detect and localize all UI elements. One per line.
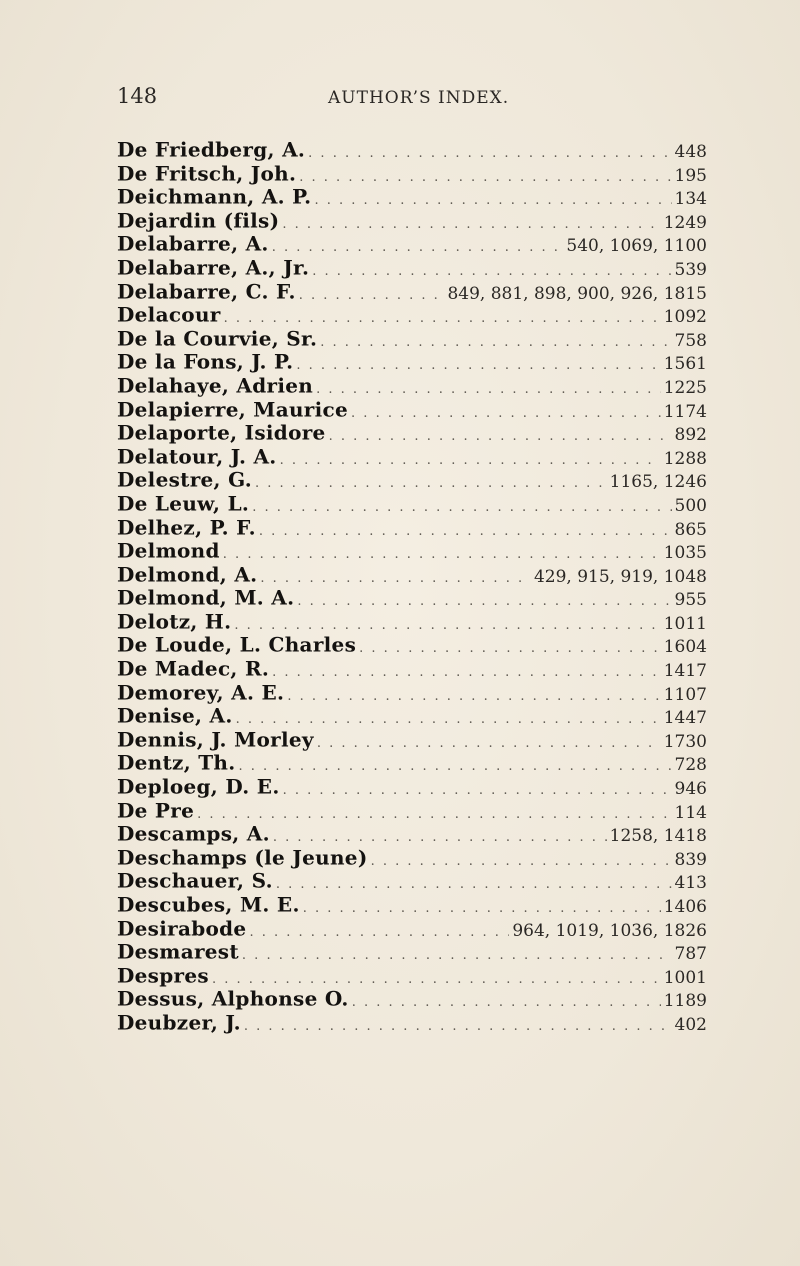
index-entry — [117, 940, 707, 964]
dot-leader — [280, 453, 661, 468]
author-name: De Pre — [117, 799, 195, 823]
index-entry — [117, 445, 707, 469]
page-references: 964, 1019, 1036, 1826 — [512, 920, 707, 941]
dot-leader — [359, 641, 661, 656]
author-name: Dentz, Th. — [117, 751, 236, 775]
author-name: Deubzer, J. — [117, 1011, 241, 1035]
dot-leader — [212, 972, 661, 987]
author-name: Denise, A. — [117, 704, 233, 728]
dot-leader — [303, 901, 661, 916]
index-entry — [117, 846, 707, 870]
page-references: 1107 — [663, 684, 707, 705]
author-name: Deschamps (le Jeune) — [117, 846, 368, 870]
dot-leader — [283, 783, 672, 798]
index-entry — [117, 539, 707, 563]
index-entry — [117, 516, 707, 540]
index-entry — [117, 799, 707, 823]
author-name: Demorey, A. E. — [117, 681, 285, 705]
index-entry — [117, 704, 707, 728]
page-references: 1035 — [663, 543, 707, 563]
index-entry — [117, 303, 707, 327]
page-references: 1011 — [663, 613, 707, 634]
author-name: Dennis, J. Morley — [117, 728, 314, 752]
page-references: 134 — [674, 189, 707, 209]
index-entry — [117, 610, 707, 634]
author-name: Delapierre, Maurice — [117, 398, 349, 422]
dot-leader — [239, 759, 672, 774]
dot-leader — [223, 547, 661, 562]
index-entry — [117, 822, 707, 846]
page-references: 865 — [674, 519, 707, 540]
index-entry — [117, 775, 707, 799]
author-name: Delacour — [117, 303, 221, 327]
index-entry — [117, 586, 707, 610]
index-entry — [117, 681, 707, 705]
index-entry — [117, 964, 707, 988]
author-name: Delotz, H. — [117, 610, 232, 634]
dot-leader — [242, 948, 672, 963]
dot-leader — [312, 264, 671, 279]
index-entry — [117, 398, 707, 422]
index-entry — [117, 633, 707, 657]
page-references: 540, 1069, 1100 — [566, 236, 707, 256]
index-entry — [117, 492, 707, 516]
dot-leader — [352, 995, 661, 1010]
author-name: De Leuw, L. — [117, 492, 250, 516]
author-name: Delmond — [117, 539, 220, 563]
dot-leader — [317, 736, 661, 751]
dot-leader — [273, 830, 607, 845]
page-references: 946 — [674, 779, 707, 799]
page-references: 787 — [674, 944, 707, 964]
dot-leader — [249, 925, 509, 940]
author-name: Delabarre, A., Jr. — [117, 256, 310, 280]
author-name: Deschauer, S. — [117, 869, 273, 893]
author-name: Delmond, M. A. — [117, 586, 295, 610]
index-entry — [117, 657, 707, 681]
page-references: 1730 — [663, 731, 707, 752]
author-name: Delhez, P. F. — [117, 515, 256, 540]
index-entry — [117, 917, 707, 941]
dot-leader — [272, 665, 661, 680]
dot-leader — [316, 382, 661, 397]
index-entry — [117, 421, 707, 445]
author-name: Deploeg, D. E. — [117, 775, 280, 799]
index-entry — [117, 468, 707, 492]
page-references: 413 — [674, 873, 707, 893]
author-name: Desirabode — [117, 917, 247, 941]
dot-leader — [236, 712, 661, 727]
page-references: 1092 — [663, 307, 707, 327]
page-references: 1001 — [663, 967, 707, 988]
page-references: 1604 — [663, 637, 707, 658]
page-references: 758 — [674, 330, 707, 351]
dot-leader — [299, 288, 445, 303]
author-name: Delaporte, Isidore — [117, 421, 326, 445]
page-references: 955 — [674, 590, 707, 610]
page-references: 195 — [674, 165, 707, 186]
dot-leader — [314, 193, 671, 208]
author-name: De la Fons, J. P. — [117, 350, 294, 374]
dot-leader — [297, 594, 671, 609]
page-references: 839 — [674, 849, 707, 870]
dot-leader — [351, 406, 661, 421]
running-title: AUTHOR’S INDEX. — [328, 88, 510, 108]
page-references: 1165, 1246 — [609, 472, 707, 492]
index-entry — [117, 162, 707, 186]
index-entry — [117, 1011, 707, 1035]
page-references: 892 — [674, 425, 707, 445]
page-references: 849, 881, 898, 900, 926, 1815 — [447, 283, 707, 304]
dot-leader — [282, 217, 660, 232]
page-references: 1406 — [663, 897, 707, 917]
author-name: De la Courvie, Sr. — [117, 327, 318, 351]
dot-leader — [252, 500, 671, 515]
page-references: 114 — [674, 802, 707, 823]
page-references: 1249 — [663, 212, 707, 233]
index-entry — [117, 280, 707, 304]
author-name: Descubes, M. E. — [117, 893, 300, 917]
dot-leader — [224, 311, 661, 326]
author-name: De Friedberg, A. — [117, 138, 306, 162]
index-entry — [117, 987, 707, 1011]
dot-leader — [244, 1019, 672, 1034]
index-entry — [117, 232, 707, 256]
page-references: 1417 — [663, 661, 707, 681]
author-index-list — [117, 138, 707, 1035]
dot-leader — [329, 429, 672, 444]
dot-leader — [272, 240, 564, 255]
dot-leader — [371, 854, 672, 869]
dot-leader — [276, 877, 672, 892]
page-references: 429, 915, 919, 1048 — [533, 566, 707, 587]
index-entry — [117, 563, 707, 587]
page-references: 448 — [674, 142, 707, 162]
dot-leader — [197, 807, 671, 822]
author-name: Deichmann, A. P. — [117, 185, 312, 209]
author-name: Delmond, A. — [117, 563, 258, 587]
index-entry — [117, 209, 707, 233]
author-name: Dessus, Alphonse O. — [117, 987, 349, 1011]
page-header — [117, 84, 713, 112]
dot-leader — [255, 476, 607, 491]
page-references: 728 — [674, 755, 707, 776]
author-name: De Fritsch, Joh. — [117, 162, 297, 186]
page-references: 1225 — [663, 377, 707, 398]
dot-leader — [259, 524, 672, 539]
author-name: Delestre, G. — [117, 468, 253, 492]
author-name: Delabarre, A. — [117, 232, 269, 256]
page-references: 539 — [674, 259, 707, 280]
author-name: Delatour, J. A. — [117, 445, 277, 469]
dot-leader — [296, 358, 660, 373]
index-entry — [117, 751, 707, 775]
page-references: 1288 — [663, 448, 707, 469]
author-name: De Loude, L. Charles — [117, 633, 357, 657]
index-entry — [117, 869, 707, 893]
page-references: 1447 — [663, 708, 707, 728]
index-entry — [117, 728, 707, 752]
dot-leader — [308, 146, 671, 161]
dot-leader — [299, 170, 671, 185]
page-references: 1174 — [663, 401, 707, 422]
index-entry — [117, 350, 707, 374]
author-name: De Madec, R. — [117, 657, 270, 681]
dot-leader — [234, 618, 660, 633]
author-name: Delahaye, Adrien — [117, 374, 314, 398]
author-name: Desmarest — [117, 940, 239, 964]
page-references: 1189 — [663, 991, 707, 1011]
dot-leader — [287, 689, 660, 704]
index-entry — [117, 185, 707, 209]
page-references: 402 — [674, 1014, 707, 1035]
page-references: 500 — [674, 495, 707, 516]
index-entry — [117, 138, 707, 162]
author-name: Delabarre, C. F. — [117, 280, 296, 304]
page-number: 148 — [117, 84, 158, 108]
index-entry — [117, 327, 707, 351]
index-entry — [117, 256, 707, 280]
author-name: Dejardin (fils) — [117, 209, 280, 233]
index-entry — [117, 893, 707, 917]
page-references: 1258, 1418 — [609, 826, 707, 846]
author-name: Descamps, A. — [117, 822, 270, 846]
dot-leader — [320, 335, 671, 350]
dot-leader — [260, 571, 531, 586]
author-name: Despres — [117, 964, 209, 988]
page-references: 1561 — [663, 354, 707, 374]
index-entry — [117, 374, 707, 398]
